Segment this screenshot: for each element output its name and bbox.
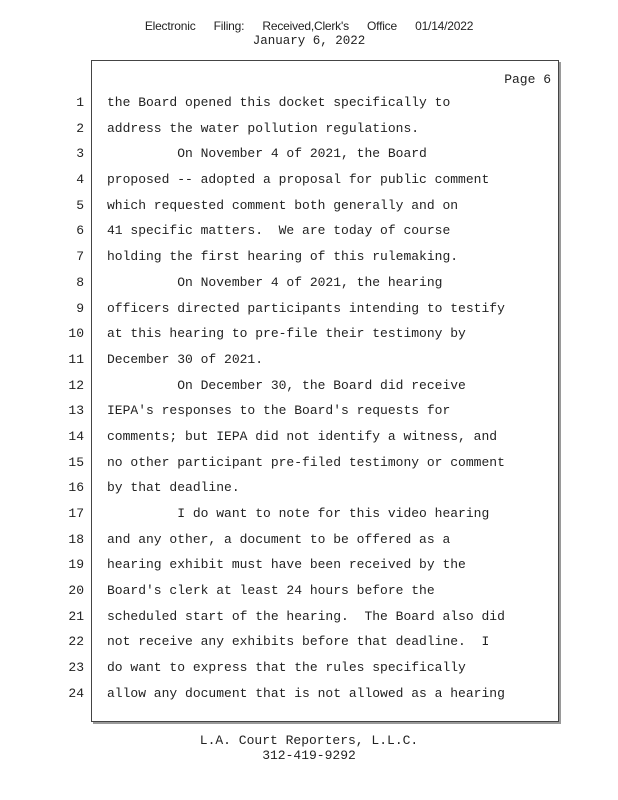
transcript-line: December 30 of 2021. — [107, 351, 264, 367]
transcript-line: do want to express that the rules specifically — [107, 660, 466, 676]
line-number: 10 — [68, 326, 84, 342]
line-number: 15 — [68, 454, 84, 470]
line-number: 5 — [76, 197, 84, 213]
line-number: 19 — [68, 557, 84, 573]
hearing-date: January 6, 2022 — [252, 34, 366, 48]
line-number-column — [58, 93, 84, 710]
reporter-company: L.A. Court Reporters, L.L.C. — [199, 733, 419, 748]
line-number: 11 — [68, 351, 84, 367]
transcript-line: allow any document that is not allowed as a hearing — [107, 685, 505, 701]
filing-word-office: Office — [367, 19, 397, 33]
transcript-line: which requested comment both generally and on — [107, 197, 459, 213]
transcript-line: comments; but IEPA did not identify a witness, and — [107, 428, 498, 444]
transcript-line: On November 4 of 2021, the hearing — [107, 274, 443, 290]
line-number: 12 — [68, 377, 84, 393]
transcript-line: by that deadline. — [107, 480, 240, 496]
transcript-line: no other participant pre-filed testimony or comment — [107, 454, 505, 470]
line-number: 13 — [68, 403, 84, 419]
line-number: 18 — [68, 531, 84, 547]
transcript-line: proposed -- adopted a proposal for public comment — [107, 172, 490, 188]
transcript-line: at this hearing to pre-file their testimony by — [107, 326, 466, 342]
reporter-phone: 312-419-9292 — [262, 748, 356, 763]
line-number: 23 — [68, 660, 84, 676]
transcript-line: IEPA's responses to the Board's requests for — [107, 403, 451, 419]
transcript-line: holding the first hearing of this rulemaking. — [107, 249, 459, 265]
line-number: 20 — [68, 583, 84, 599]
reporter-footer — [0, 733, 618, 763]
line-number: 2 — [76, 120, 84, 136]
line-number: 4 — [76, 172, 84, 188]
line-number: 6 — [76, 223, 84, 239]
filing-word-received: Received,Clerk's — [262, 19, 349, 33]
transcript-line: Board's clerk at least 24 hours before the — [107, 583, 435, 599]
transcript-line: On December 30, the Board did receive — [107, 377, 466, 393]
transcript-line: and any other, a document to be offered as a — [107, 531, 451, 547]
transcript-line: the Board opened this docket specifically to — [107, 95, 451, 110]
filing-word-filing: Filing: — [213, 19, 245, 33]
line-number: 22 — [68, 634, 84, 650]
transcript-line: not receive any exhibits before that deadline. I — [107, 634, 490, 650]
transcript-line: I do want to note for this video hearing — [107, 506, 490, 521]
line-number: 3 — [76, 146, 84, 162]
line-number: 16 — [68, 480, 84, 496]
line-number: 8 — [76, 274, 84, 290]
transcript-line: 41 specific matters. We are today of course — [107, 223, 451, 239]
transcript-line: hearing exhibit must have been received by the — [107, 557, 466, 573]
transcript-line: scheduled start of the hearing. The Board also did — [107, 608, 505, 624]
page-number: Page 6 — [504, 72, 551, 87]
line-number: 9 — [76, 300, 84, 316]
line-number: 17 — [68, 506, 84, 521]
transcript-line: address the water pollution regulations. — [107, 120, 420, 136]
transcript-line: On November 4 of 2021, the Board — [107, 146, 427, 162]
transcript-text — [107, 93, 557, 710]
line-number: 7 — [76, 249, 84, 265]
transcript-line: officers directed participants intending to testify — [107, 300, 505, 316]
line-number: 21 — [68, 608, 84, 624]
filing-stamp — [0, 19, 618, 33]
line-number: 24 — [68, 685, 84, 701]
filing-date: 01/14/2022 — [415, 19, 474, 33]
line-number: 1 — [76, 95, 84, 110]
filing-word-electronic: Electronic — [144, 19, 196, 33]
line-number: 14 — [68, 428, 84, 444]
